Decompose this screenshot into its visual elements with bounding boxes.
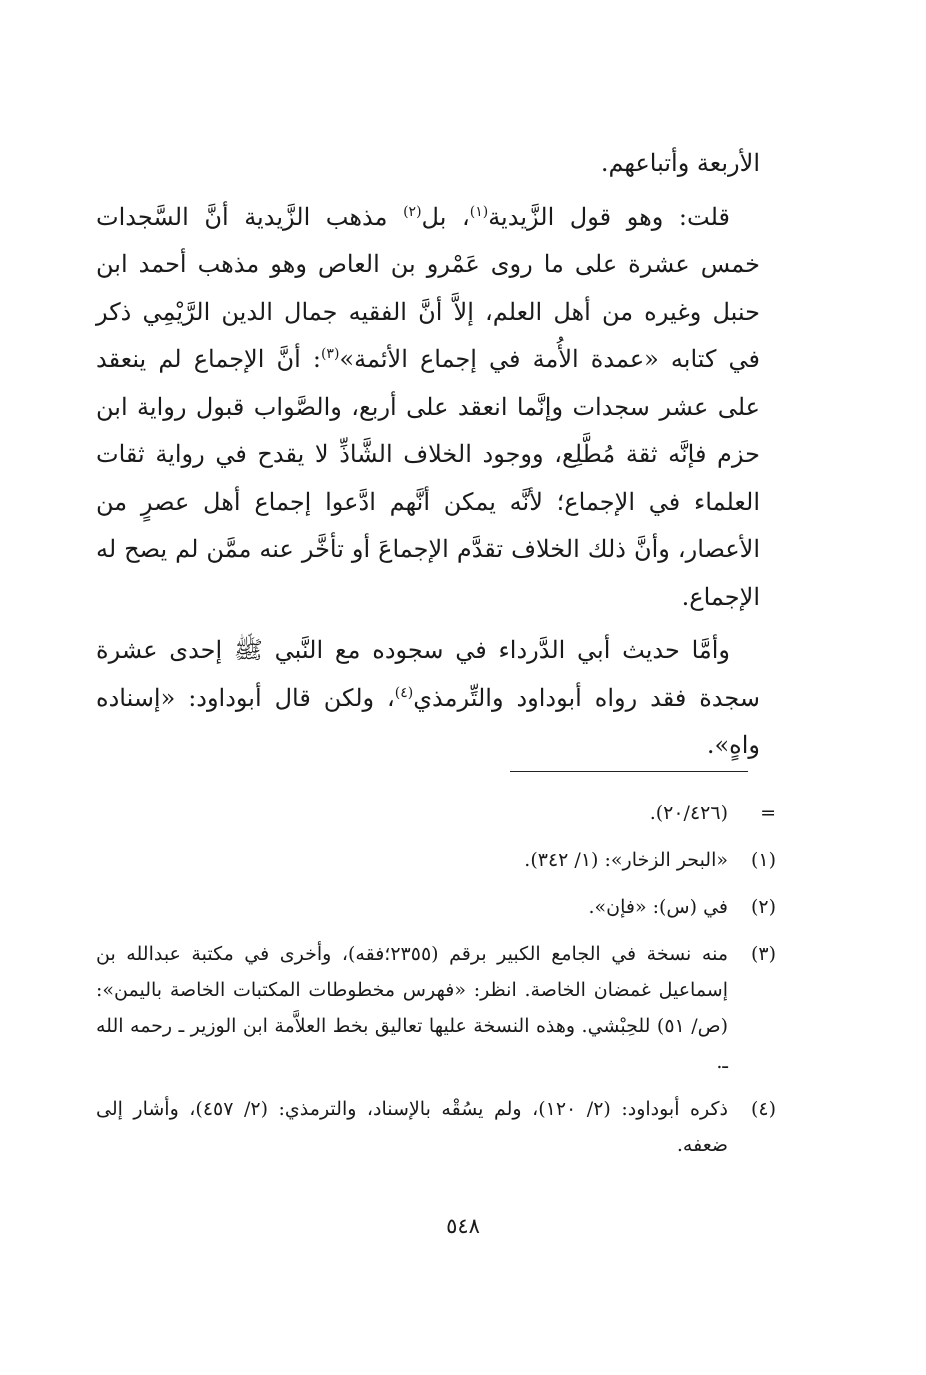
footnote-ref-4: (٤) bbox=[394, 684, 414, 701]
footnote-ref-2: (٢) bbox=[403, 203, 422, 220]
footnote-text: منه نسخة في الجامع الكبير برقم (٢٣٥٥؛فقه)، وأخرى في مكتبة عبدالله بن إسماعيل غمضان الخاصة. انظر: «فهرس مخطوطات المكتبات الخاصة باليمن»: (ص/ ٥١) للحِبْشي. وهذه النسخة عليها تعاليق بخط العلاَّمة ابن الوزير ـ رحمه الله ـ. bbox=[96, 943, 728, 1073]
footnotes-block bbox=[96, 795, 776, 1174]
footnote-number: (٢) bbox=[750, 896, 776, 918]
footnote-text: ذكره أبوداود: (٢/ ١٢٠)، ولم يسُقْه بالإسناد، والترمذي: (٢/ ٤٥٧)، وأشار إلى ضعفه. bbox=[96, 1098, 728, 1156]
paragraph-3-text-a: وأمَّا حديث أبي الدَّرداء في سجوده مع النَّبي ﷺ إحدى عشرة سجدة فقد رواه أبوداود والتِّرمذي bbox=[96, 636, 760, 712]
paragraph-2-text-d: : أنَّ الإجماع لم ينعقد على عشر سجدات وإنَّما انعقد على أربع، والصَّواب قبول رواية ابن حزم فإنَّه ثقة مُطَّلِع، ووجود الخلاف الشَّاذِّ لا يقدح في رواية ثقات العلماء في الإجماع؛ لأنَّه يمكن أنَّهم ادَّعوا إجماع أهل عصرٍ من الأعصار، وأنَّ ذلك الخلاف تقدَّم الإجماعَ أو تأخَّر عنه ممَّن لم يصح له الإجماع. bbox=[96, 345, 760, 611]
paragraph-2 bbox=[96, 194, 760, 622]
paragraph-3-text-b: ، ولكن قال أبوداود: «إسناده واهٍ». bbox=[96, 683, 760, 759]
footnote-text: في (س): «فإن». bbox=[588, 896, 728, 918]
footnote-ref-3: (٣) bbox=[320, 346, 340, 362]
footnote-1 bbox=[96, 842, 776, 878]
footnote-text: (٢٠/٤٢٦). bbox=[649, 802, 728, 824]
paragraph-2-text-b: ، بل bbox=[421, 202, 470, 231]
footnote-4 bbox=[96, 1091, 776, 1163]
footnote-continuation bbox=[96, 795, 776, 831]
paragraph-3 bbox=[96, 627, 760, 770]
paragraph-2-text-a: قلت: وهو قول الزَّيدية bbox=[488, 202, 730, 231]
page-number: ٥٤٨ bbox=[446, 1214, 480, 1238]
paragraph-1-text: الأربعة وأتباعهم. bbox=[600, 149, 760, 177]
footnote-2 bbox=[96, 889, 776, 925]
footnote-marker: = bbox=[760, 802, 776, 824]
footnote-number: (٤) bbox=[750, 1098, 776, 1120]
paragraph-2-text-c: مذهب الزَّيدية أنَّ السَّجدات خمس عشرة على ما روى عَمْرو بن العاص وهو مذهب أحمد ابن حنبل وغيره من أهل العلم، إلاَّ أنَّ الفقيه جمال الدين الرَّيْمِي ذكر في كتابه «عمدة الأُمة في إجماع الأئمة» bbox=[96, 202, 761, 373]
footnote-number: (٣) bbox=[750, 943, 776, 965]
footnote-number: (١) bbox=[750, 849, 776, 871]
footnote-ref-1: (١) bbox=[469, 203, 489, 220]
footnote-separator bbox=[510, 771, 748, 772]
footnote-3 bbox=[96, 936, 776, 1080]
body-text bbox=[96, 140, 760, 770]
footnote-text: «البحر الزخار»: (١/ ٣٤٢). bbox=[524, 849, 728, 871]
main-text-block bbox=[96, 140, 760, 770]
paragraph-1 bbox=[96, 140, 760, 188]
